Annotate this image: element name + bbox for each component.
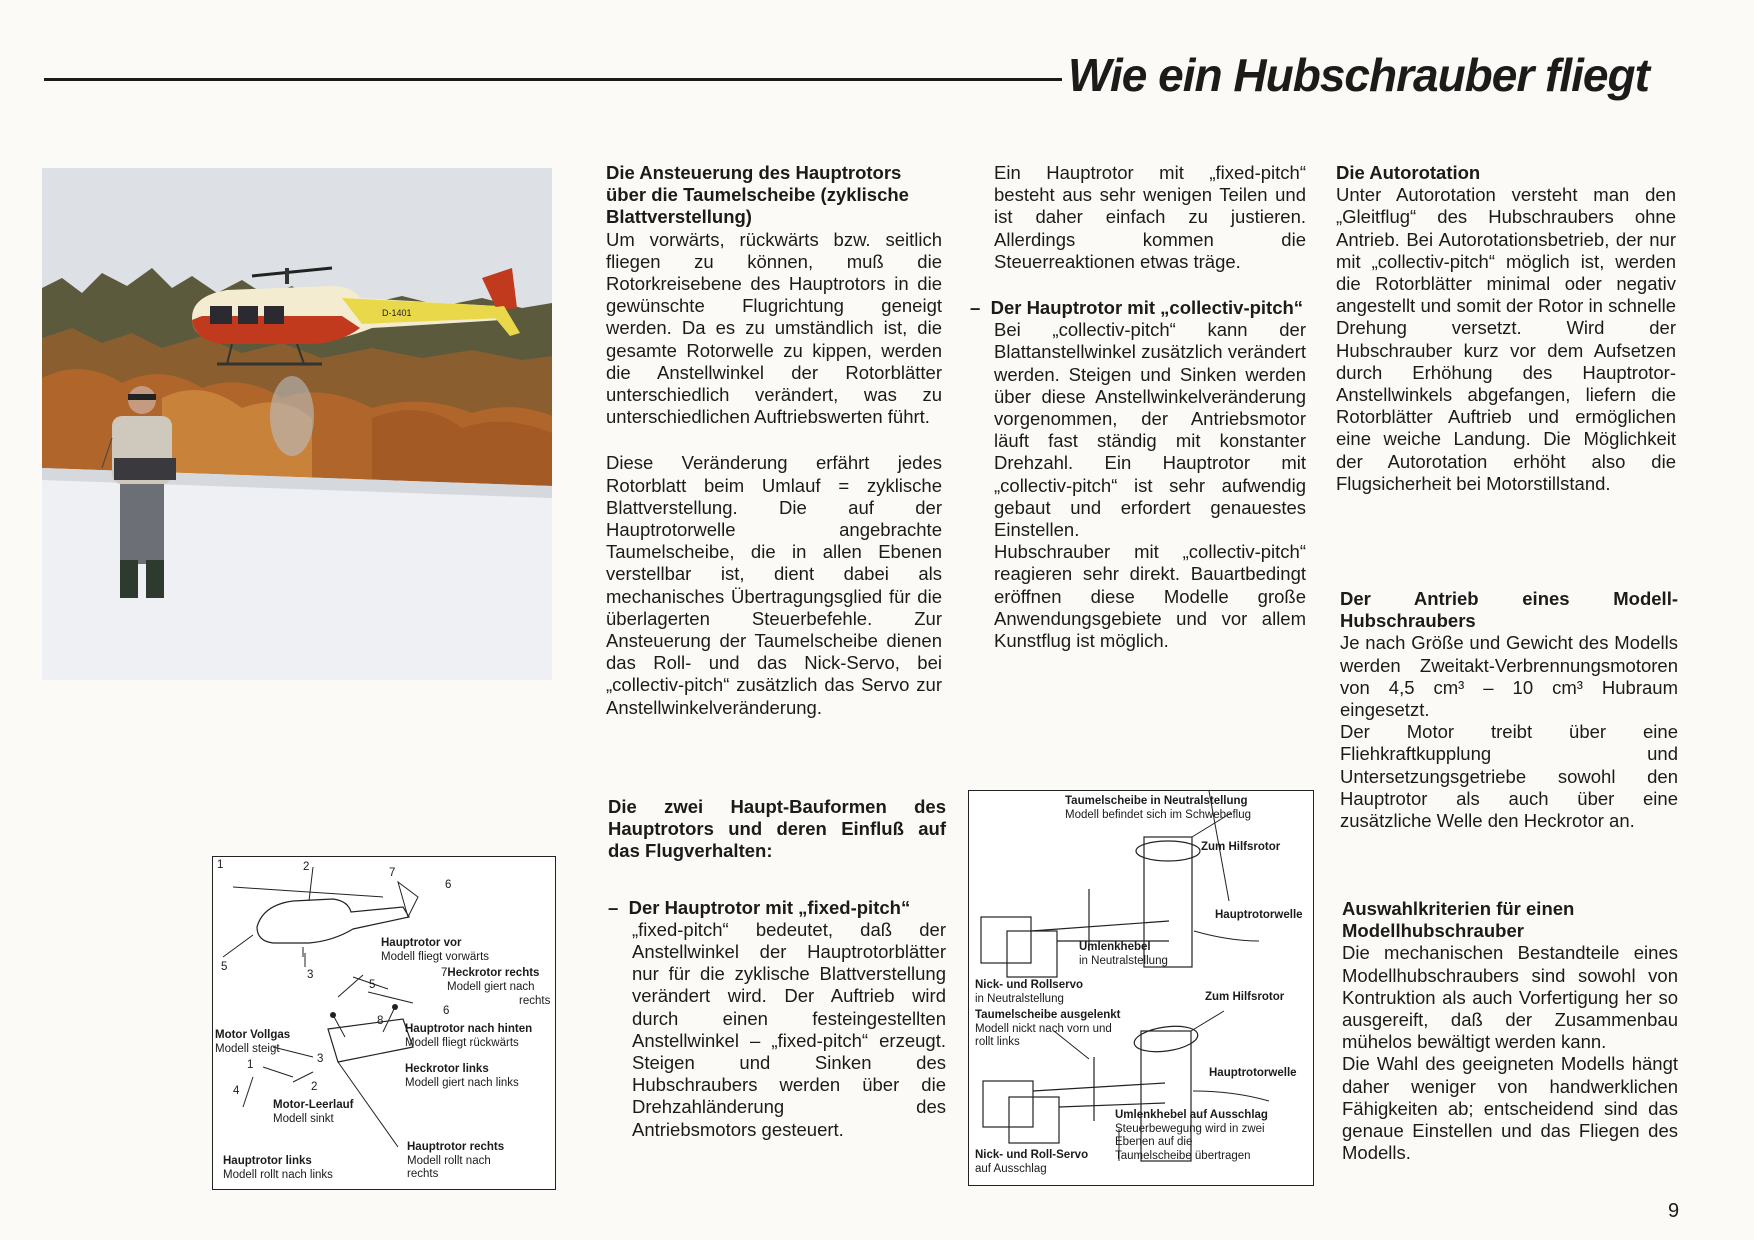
label-heckrotor-rechts-title: Heckrotor rechts bbox=[447, 967, 540, 979]
paragraph-auswahl-1: Die mechanischen Bestandteile eines Modellhubschraubers sind sowohl von Kontruktion als auch Vorfertigung her so ausgereift, daß der Zusammenbau mühelos bewältigt werden kann. bbox=[1342, 942, 1678, 1053]
column-1-lower bbox=[608, 796, 946, 1141]
label-hauptrotor-rechts-desc1: Modell rollt nach bbox=[407, 1154, 491, 1167]
label-umlenkhebel-ausschlag-desc3: Taumelscheibe übertragen bbox=[1115, 1149, 1251, 1162]
label-heckrotor-rechts-num: 7 bbox=[441, 967, 448, 979]
label-hauptrotorwelle-1-text: Hauptrotorwelle bbox=[1215, 909, 1303, 921]
label-neutral-desc: Modell befindet sich im Schwebeflug bbox=[1065, 809, 1252, 821]
page-number: 9 bbox=[1668, 1200, 1680, 1222]
label-num-4: 4 bbox=[233, 1085, 240, 1097]
section-heading-auswahl: Auswahlkriterien für einen Modellhubschrauber bbox=[1342, 898, 1575, 942]
section-heading-antrieb: Der Antrieb eines Modell-Hubschraubers bbox=[1340, 588, 1678, 632]
label-num-5: 5 bbox=[221, 961, 228, 973]
label-hauptrotorwelle-2 bbox=[1209, 1067, 1297, 1081]
label-num-6b: 6 bbox=[443, 1005, 450, 1017]
registration-mark: D-1401 bbox=[382, 308, 412, 318]
label-zum-hilfsrotor-1 bbox=[1201, 841, 1280, 855]
label-hauptrotor-hinten-title: Hauptrotor nach hinten bbox=[405, 1023, 533, 1035]
label-num-3: 1 bbox=[217, 859, 224, 871]
label-hauptrotor-links bbox=[223, 1155, 333, 1182]
label-umlenkhebel-ausschlag-title: Umlenkhebel auf Ausschlag bbox=[1115, 1109, 1268, 1121]
label-heckrotor-links-title: Heckrotor links bbox=[405, 1063, 489, 1075]
label-hauptrotor-hinten-desc: Modell fliegt rückwärts bbox=[405, 1036, 519, 1049]
label-motor-leerlauf-desc: Modell sinkt bbox=[273, 1112, 334, 1125]
label-nick-roll-neutral-desc: in Neutralstellung bbox=[975, 992, 1064, 1005]
label-zum-hilfsrotor-2 bbox=[1205, 991, 1284, 1005]
label-umlenkhebel-title: Umlenkhebel bbox=[1079, 941, 1151, 953]
label-hauptrotor-vor-title: Hauptrotor vor bbox=[381, 937, 462, 949]
label-num-8: 7 bbox=[389, 867, 396, 879]
column-3-antrieb bbox=[1340, 588, 1678, 832]
label-ausgelenkt-desc2: rollt links bbox=[975, 1036, 1020, 1048]
label-heckrotor-rechts-desc2: rechts bbox=[519, 995, 551, 1007]
section-heading-bauformen: Die zwei Haupt-Bauformen des Hauptrotors und deren Einfluß auf das Flugverhalten: bbox=[608, 796, 946, 862]
label-umlenkhebel-ausschlag-desc2: Ebenen auf die bbox=[1115, 1136, 1193, 1148]
label-nick-roll-ausschlag-desc: auf Ausschlag bbox=[975, 1162, 1047, 1175]
paragraph-autorotation: Unter Autorotation versteht man den „Gleitflug“ des Hubschraubers ohne Antrieb. Bei Autorotationsbetrieb, der nur mit „collectiv-pitch“ möglich ist, werden die Rotorblätter minimal oder negativ angestellt und somit der Rotor in schnelle Drehung versetzt. Wird der Hubschrauber kurz vor dem Aufsetzen durch Erhöhung des Hauptrotor-Anstellwinkels abgefangen, liefern die Rotorblätter Auftrieb und ermöglichen eine weiche Landung. Die Möglichkeit der Autorotation erhöht also die Flugsicherheit bei Motorstillstand. bbox=[1336, 184, 1676, 494]
paragraph-ansteuerung-2: Diese Veränderung erfährt jedes Rotorblatt beim Umlauf = zyklische Blattverstellung. Die auf der Hauptrotorwelle angebrachte Taumelscheibe, die in allen Ebenen verstellbar ist, dient dabei als mechanisches Übertragungsglied für die überlagerten Steuerbefehle. Zur Ansteuerung der Taumelscheibe dienen das Roll- und das Nick-Servo, bei „collectiv-pitch“ zusätzlich das Servo zur Anstellwinkelveränderung. bbox=[606, 452, 942, 718]
label-nick-roll-ausschlag-title: Nick- und Roll-Servo bbox=[975, 1149, 1089, 1161]
paragraph-ansteuerung-1: Um vorwärts, rückwärts bzw. seitlich fliegen zu können, muß die Rotorkreisebene des Hauptrotors in die gewünschte Flugrichtung geneigt werden. Da es zu umständlich ist, die gesamte Rotorwelle zu kippen, werden die Anstellwinkel der Rotorblätter unterschiedlich verändert, was zu unterschiedlichen Auftriebswerten führt. bbox=[606, 228, 942, 428]
label-heckrotor-rechts-desc: Modell giert nach bbox=[447, 981, 535, 993]
label-num-5b: 5 bbox=[369, 979, 376, 991]
label-hauptrotor-hinten bbox=[405, 1023, 532, 1050]
label-nick-roll-neutral bbox=[975, 979, 1083, 1006]
subheading-fixed-pitch-text: Der Hauptrotor mit „fixed-pitch“ bbox=[628, 896, 911, 918]
label-num-1: 2 bbox=[303, 861, 310, 873]
label-umlenkhebel-desc: in Neutralstellung bbox=[1079, 954, 1168, 967]
label-hauptrotor-links-title: Hauptrotor links bbox=[223, 1155, 312, 1167]
section-heading-autorotation: Die Autorotation bbox=[1336, 162, 1481, 183]
paragraph-fixed-pitch: „fixed-pitch“ bedeutet, daß der Anstellwinkel der Hauptrotorblätter nur für die zyklische Blattverstellung verändert wird. Der Auftrieb wird durch einen festeingestellten Anstellwinkel – „fixed-pitch“ erzeugt. Steigen und Sinken des Hubschraubers werden über die Drehzahländerung des Antriebsmotors gesteuert. bbox=[632, 918, 946, 1140]
label-hauptrotor-rechts-title: Hauptrotor rechts bbox=[407, 1141, 505, 1153]
label-umlenkhebel-ausschlag bbox=[1115, 1109, 1268, 1163]
dash-marker: – bbox=[970, 297, 981, 319]
paragraph-fixed-pitch-cont: Ein Hauptrotor mit „fixed-pitch“ besteht aus sehr wenigen Teilen und ist daher einfach zu justieren. Allerdings kommen die Steuerreaktionen etwas träge. bbox=[994, 162, 1306, 272]
label-num-3b: 3 bbox=[317, 1053, 324, 1065]
label-motor-vollgas bbox=[215, 1029, 290, 1056]
label-motor-vollgas-desc: Modell steigt bbox=[215, 1042, 280, 1055]
label-umlenkhebel-ausschlag-desc1: Steuerbewegung wird in zwei bbox=[1115, 1122, 1265, 1135]
paragraph-collectiv-pitch: Bei „collectiv-pitch“ kann der Blattanstellwinkel zusätzlich verändert werden. Steigen und Sinken werden über diese Anstellwinkelveränderung vorgenommen, der Antriebsmotor läuft fast ständig mit konstanter Drehzahl. Ein Hauptrotor mit „collectiv-pitch“ ist sehr aufwendig gebaut und erfordert genauestes Einstellen. bbox=[994, 319, 1306, 541]
page-title: Wie ein Hubschrauber fliegt bbox=[1068, 49, 1649, 101]
label-ausgelenkt-desc1: Modell nickt nach vorn und bbox=[975, 1022, 1112, 1035]
label-neutral-title-text: Taumelscheibe in Neutralstellung bbox=[1065, 795, 1248, 807]
subheading-collectiv-pitch bbox=[970, 297, 1306, 319]
helicopter-photo bbox=[42, 168, 552, 680]
label-num-6: 6 bbox=[445, 879, 452, 891]
label-hauptrotor-rechts bbox=[407, 1141, 504, 1182]
column-1 bbox=[606, 162, 942, 719]
label-motor-vollgas-title: Motor Vollgas bbox=[215, 1029, 291, 1041]
label-heckrotor-rechts bbox=[441, 967, 539, 981]
label-motor-leerlauf bbox=[273, 1099, 354, 1126]
swashplate-diagram bbox=[968, 790, 1314, 1186]
label-neutral-title bbox=[1065, 795, 1248, 809]
label-num-2b: 2 bbox=[311, 1081, 318, 1093]
label-heckrotor-links-desc: Modell giert nach links bbox=[405, 1076, 519, 1089]
label-zum-hilfsrotor-2-text: Zum Hilfsrotor bbox=[1205, 991, 1285, 1003]
label-zum-hilfsrotor-1-text: Zum Hilfsrotor bbox=[1201, 841, 1281, 853]
column-2 bbox=[970, 162, 1306, 652]
label-hauptrotor-links-desc: Modell rollt nach links bbox=[223, 1168, 333, 1181]
subheading-collectiv-pitch-text: Der Hauptrotor mit „collectiv-pitch“ bbox=[990, 297, 1304, 319]
column-3-auswahl bbox=[1342, 898, 1678, 1164]
label-hauptrotorwelle-2-text: Hauptrotorwelle bbox=[1209, 1067, 1297, 1079]
subheading-fixed-pitch bbox=[608, 897, 946, 919]
header-rule bbox=[44, 78, 1062, 81]
label-num-8b: 8 bbox=[377, 1015, 384, 1027]
paragraph-auswahl-2: Die Wahl des geeigneten Modells hängt daher weniger von handwerklichen Fähigkeiten ab; entscheidend sind das genaue Einstellen und das Fliegen des Modells. bbox=[1342, 1053, 1678, 1164]
paragraph-antrieb-1: Je nach Größe und Gewicht des Modells werden Zweitakt-Verbrennungsmotoren von 4,5 cm³ – 10 cm³ Hubraum eingesetzt. bbox=[1340, 632, 1678, 721]
label-hauptrotorwelle-1 bbox=[1215, 909, 1303, 923]
label-motor-leerlauf-title: Motor-Leerlauf bbox=[273, 1099, 354, 1111]
label-hauptrotor-vor-desc: Modell fliegt vorwärts bbox=[381, 950, 490, 963]
section-heading-ansteuerung: Die Ansteuerung des Hauptrotors über die Taumelscheibe (zyklische Blattverstellung) bbox=[606, 162, 909, 228]
label-num-1b: 1 bbox=[247, 1059, 254, 1071]
dash-marker: – bbox=[608, 896, 619, 918]
paragraph-collectiv-pitch-2: Hubschrauber mit „collectiv-pitch“ reagieren sehr direkt. Bauartbedingt eröffnen diese Modelle große Anwendungsgebiete und vor allem Kunstflug ist möglich. bbox=[994, 541, 1306, 652]
label-heckrotor-links bbox=[405, 1063, 519, 1090]
label-ausgelenkt-title: Taumelscheibe ausgelenkt bbox=[975, 1009, 1121, 1021]
label-hauptrotor-vor bbox=[381, 937, 489, 964]
label-num-2: 3 bbox=[307, 969, 314, 981]
label-nick-roll-neutral-title: Nick- und Rollservo bbox=[975, 979, 1083, 991]
label-umlenkhebel bbox=[1079, 941, 1168, 968]
label-hauptrotor-rechts-desc2: rechts bbox=[407, 1168, 439, 1180]
paragraph-antrieb-2: Der Motor treibt über eine Fliehkraftkupplung und Untersetzungsgetriebe sowohl den Hauptrotor als auch über eine zusätzliche Welle den Heckrotor an. bbox=[1340, 721, 1678, 832]
label-nick-roll-ausschlag bbox=[975, 1149, 1088, 1176]
label-ausgelenkt bbox=[975, 1009, 1121, 1050]
column-3 bbox=[1336, 162, 1676, 495]
control-diagram bbox=[212, 856, 556, 1190]
